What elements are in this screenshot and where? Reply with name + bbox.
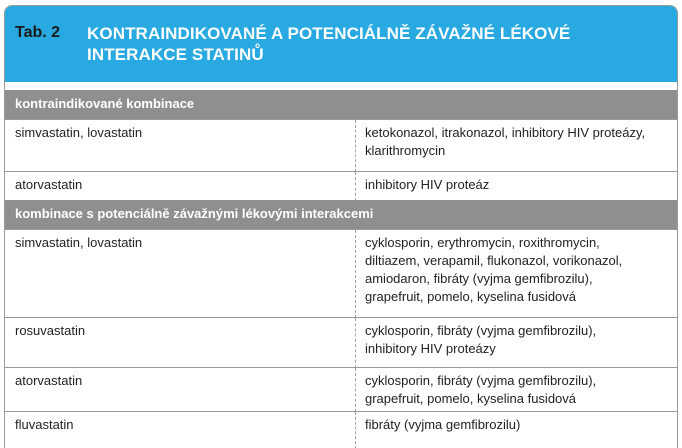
interactions-cell xyxy=(365,416,670,434)
column-divider xyxy=(355,230,356,318)
column-divider xyxy=(355,120,356,172)
interaction-line: grapefruit, pomelo, kyselina fusidová xyxy=(365,391,577,406)
column-divider xyxy=(355,172,356,201)
interactions-cell xyxy=(365,124,670,160)
statin-interactions-table xyxy=(4,5,678,448)
statin-cell: atorvastatin xyxy=(15,373,83,388)
statin-cell: atorvastatin xyxy=(15,177,83,192)
section-heading-label: kontraindikované kombinace xyxy=(15,96,195,111)
table-row xyxy=(5,171,677,201)
table-number: Tab. 2 xyxy=(15,24,61,41)
column-divider xyxy=(355,412,356,448)
table-row xyxy=(5,119,677,172)
interaction-line: inhibitory HIV proteázy xyxy=(365,341,496,356)
table-title-line-1: KONTRAINDIKOVANÉ A POTENCIÁLNĚ ZÁVAŽNÉ LÉKOVÉ xyxy=(87,24,571,43)
interactions-cell xyxy=(365,372,670,408)
interaction-line: klarithromycin xyxy=(365,143,446,158)
section-heading-potential-interactions xyxy=(5,200,677,229)
section-heading-label: kombinace s potenciálně závažnými lékovými interakcemi xyxy=(15,206,374,221)
interaction-line: cyklosporin, fibráty (vyjma gemfibrozilu), xyxy=(365,323,597,338)
interaction-line: amiodaron, fibráty (vyjma gemfibrozilu), xyxy=(365,271,593,286)
interactions-cell xyxy=(365,176,670,194)
interaction-line: inhibitory HIV proteáz xyxy=(365,177,490,192)
interaction-line: cyklosporin, erythromycin, roxithromycin, xyxy=(365,235,600,250)
table-title-line-2: INTERAKCE STATINŮ xyxy=(87,45,264,64)
statin-cell: fluvastatin xyxy=(15,417,74,432)
table-row xyxy=(5,367,677,412)
interaction-line: diltiazem, verapamil, flukonazol, vorikonazol, xyxy=(365,253,623,268)
statin-cell: simvastatin, lovastatin xyxy=(15,235,143,250)
table-row xyxy=(5,229,677,318)
interaction-line: ketokonazol, itrakonazol, inhibitory HIV proteázy, xyxy=(365,125,646,140)
interactions-cell xyxy=(365,234,670,306)
statin-cell: rosuvastatin xyxy=(15,323,86,338)
interaction-line: fibráty (vyjma gemfibrozilu) xyxy=(365,417,521,432)
column-divider xyxy=(355,368,356,412)
table-row xyxy=(5,411,677,448)
interaction-line: grapefruit, pomelo, kyselina fusidová xyxy=(365,289,577,304)
interaction-line: cyklosporin, fibráty (vyjma gemfibrozilu), xyxy=(365,373,597,388)
statin-cell: simvastatin, lovastatin xyxy=(15,125,143,140)
table-row xyxy=(5,317,677,368)
table-header xyxy=(5,6,677,82)
interactions-cell xyxy=(365,322,670,358)
column-divider xyxy=(355,318,356,368)
section-heading-contraindicated xyxy=(5,90,677,119)
